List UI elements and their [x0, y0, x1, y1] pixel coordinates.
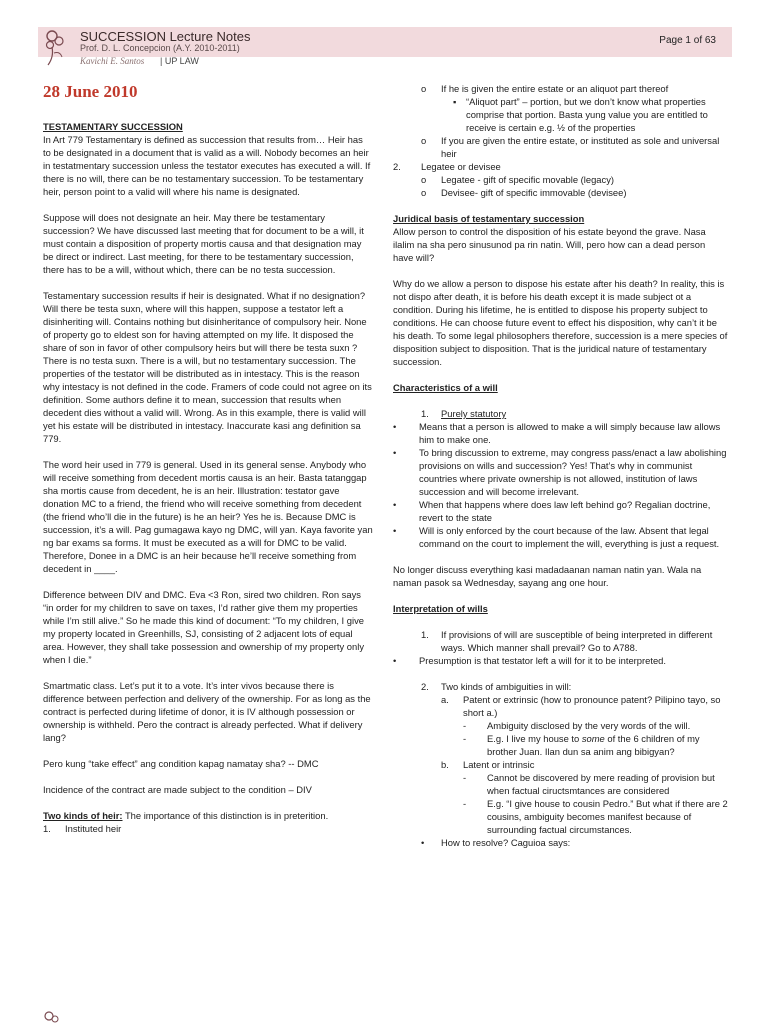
- list-item: o Devisee- gift of specific immovable (devisee): [421, 187, 627, 198]
- list-item: • When that happens where does law left behind go? Regalian doctrine, revert to the state: [393, 499, 711, 523]
- list-item: o Legatee - gift of specific movable (legacy): [421, 174, 615, 185]
- paragraph: Suppose will does not designate an heir. May there be testamentary succession? We have discussed last meeting that for document to be a will, it must contain a disposition of property mortis causa and that designation may be direct or indirect. Last meeting, for there to be testamentary succession, there has to be a will, without which, there can be no testa succession.: [43, 212, 364, 275]
- list-item: o If you are given the entire estate, or instituted as sole and universal heir: [421, 135, 720, 159]
- date-heading: 28 June 2010: [43, 82, 138, 101]
- list-item: 1. Purely statutory: [421, 408, 507, 419]
- section-heading-juridical: Juridical basis of testamentary succession: [393, 213, 585, 224]
- floral-logo-icon: [42, 27, 68, 67]
- paragraph: The word heir used in 779 is general. Used in its general sense. Anybody who will receive something from decedent mortis causa is an heir. Basta tatanggap sha mortis cause from decedent, he is an heir. Illustration: testator gave donation MC to a friend, the friend who will receive something from decedent (the friend who’ll die in the future) is he an heir? Yes he is. Because DMC is succession, it’s a will. Pag gumagawa kayo ng DMC, will yan. Kaya favorite yan ng bar exams sa forms. It must be executed as a will for DMC to be valid. Therefore, Donee in a DMC is an heir because he’ll receive something from decedent in ____.: [43, 459, 373, 574]
- list-item: b. Latent or intrinsic: [441, 759, 535, 770]
- list-item: 2. Two kinds of ambiguities in will:: [421, 681, 572, 692]
- paragraph: No longer discuss everything kasi madadaanan naman natin yan. Wala na naman pasok sa Wednesday, sayang ang one hour.: [393, 564, 702, 588]
- right-column: [393, 82, 728, 849]
- doc-title: SUCCESSION Lecture Notes: [80, 29, 251, 44]
- list-item: 1. If provisions of will are susceptible of being interpreted in different ways. Which manner shall prevail? Go to A788.: [421, 629, 713, 653]
- paragraph: Pero kung “take effect” ang condition kapag namatay sha? -- DMC: [43, 758, 319, 769]
- list-item: - Cannot be discovered by mere reading of provision but when factual ciructsmtances are considered: [463, 772, 715, 796]
- list-item: ▪ “Aliquot part” – portion, but we don’t know what properties comprise that portion. Basta yung value you are entitled to receive is certain e.g. ½ of the properties: [453, 96, 708, 133]
- list-item: • Will is only enforced by the court because of the law. Absent that legal command on the court to implement the will, everything is just a request.: [393, 525, 720, 549]
- list-item: • Presumption is that testator left a will for it to be interpreted.: [393, 655, 666, 666]
- floral-logo-icon: [42, 1008, 62, 1024]
- list-item: - Ambiguity disclosed by the very words of the will.: [463, 720, 691, 731]
- list-item: 2. Legatee or devisee: [393, 161, 501, 172]
- list-item: • To bring discussion to extreme, may congress pass/enact a law abolishing provisions on wills and succession? Yes! That’s why in communist countries where private ownership is not allowed, institution of laws succession and will become irrelevant.: [393, 447, 727, 497]
- paragraph: Why do we allow a person to dispose his estate after his death? In reality, this is not dispo after death, it is before his death except it is made subject ot a condition. During his lifetime, he is entitled to dispose his property subject to conditions. He can choose future event to effect his disposition, why can’t it be his death. To some legal philosophers therefore, succession is a mere species of disposition subject to disposition. That is the juridical nature of testamentary succession.: [393, 278, 728, 367]
- paragraph: Testamentary succession results if heir is designated. What if no designation? Will there be testa suxn, where will this happen, suppose a testator left a disinheriting will. Contains nothing but disinheritance of compulsory heir. None of property go to eldest son for having attempted on my life. It disposed the share of son in favor of other compulsory heirs but will there be testa suxn ? There is no testa suxn. There is a will, but no testamentary succession. The properties of the testator will be distributed as in intestacy. This is the reason why intestacy is not defined in the code. Framers of code could not agree on its definition. Some authors define it to mean, succession that results when decedent dies without a valid will. Wrong. As in this example, there is valid will yet his estate will be distributed in intestacy. Inaccurate kasi ang definition sa 779.: [43, 290, 372, 444]
- paragraph: Difference between DIV and DMC. Eva <3 Ron, sired two children. Ron says “in order for my children to save on taxes, I’d rather give them my properties while I’m still alive.” So he made this kind of document: “To my children, I give my property located in Greenhills, SJ, consisting of 2 adjacent lots of equal area. However, they shall take possession and ownership of my property only when I die.”: [43, 589, 365, 665]
- section-heading-interpretation: Interpretation of wills: [393, 603, 488, 614]
- author-name: Kavichi E. Santos: [80, 56, 145, 66]
- list-item: o If he is given the entire estate or an aliquot part thereof: [421, 83, 669, 94]
- list-item: 1. Instituted heir: [43, 823, 122, 834]
- section-heading-characteristics: Characteristics of a will: [393, 382, 498, 393]
- list-item: • How to resolve? Caguioa says:: [421, 837, 571, 848]
- paragraph: In Art 779 Testamentary is defined as succession that results from… Heir has to be designated in a document that is valid as a will. Nobody becomes an heir in testatmentary succession unless the testator executes has executed a will. If there is no will, there can be no testamentary succession. To be testamentary heir, person point to a valid will where his name is designated.: [43, 134, 371, 197]
- section-heading-testamentary: TESTAMENTARY SUCCESSION: [43, 121, 183, 132]
- paragraph: Smartmatic class. Let’s put it to a vote. It’s inter vivos because there is difference between perfection and delivery of the ownership. For as long as the contract is perfected during lifetime of donor, it is IV although possession or ownership is withheld. Pero the contract is already perfected. What if delivery lang?: [43, 680, 371, 743]
- professor-line: Prof. D. L. Concepcion (A.Y. 2010-2011): [80, 43, 240, 53]
- two-kinds-heading: Two kinds of heir:: [43, 810, 123, 821]
- list-item: - E.g. I live my house to some of the 6 children of my brother Juan. Ilan dun sa anim ang bibigyan?: [463, 733, 700, 757]
- page-number: Page 1 of 63: [659, 35, 716, 46]
- paragraph: Two kinds of heir: The importance of this distinction is in preterition.: [43, 810, 329, 821]
- list-item: • Means that a person is allowed to make a will simply because law allows him to make one.: [393, 421, 721, 445]
- paragraph: Allow person to control the disposition of his estate beyond the grave. Nasa ilalim na sha pero sinusunod pa rin natin. Will, pero how can a dead person have will?: [393, 226, 706, 263]
- school-name: | UP LAW: [160, 56, 199, 66]
- left-column: [43, 120, 373, 835]
- list-item: - E.g. “I give house to cousin Pedro.” But what if there are 2 cousins, ambiguity becomes manifest because of surrounding factual circumstances.: [463, 798, 728, 835]
- list-item: a. Patent or extrinsic (how to pronounce patent? Pilipino tayo, so short a.): [441, 694, 721, 718]
- paragraph: Incidence of the contract are made subject to the condition – DIV: [43, 784, 312, 795]
